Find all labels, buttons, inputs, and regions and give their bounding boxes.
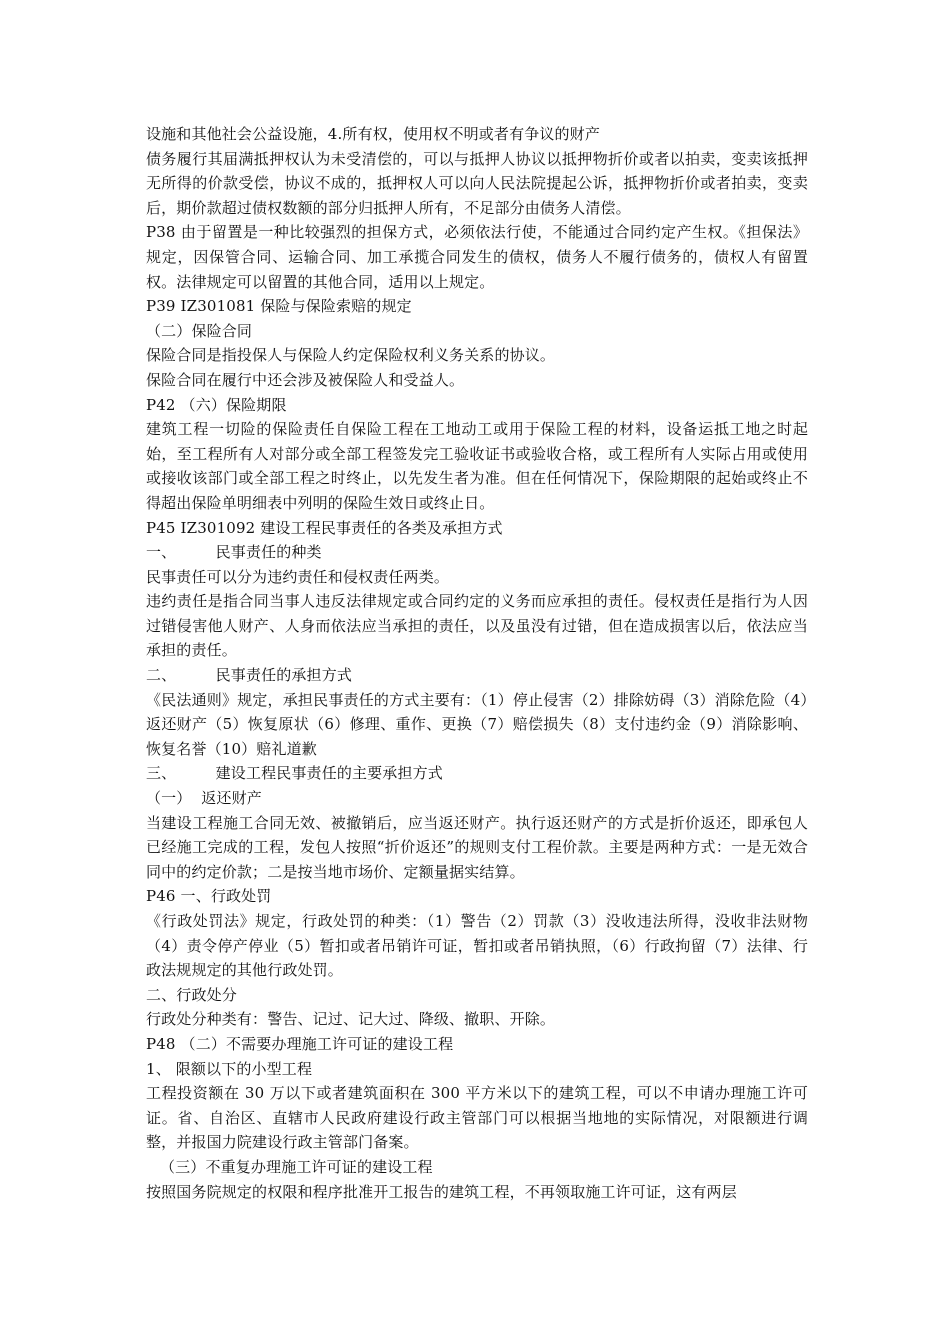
section-heading: P42 （六）保险期限 [146, 395, 287, 414]
paragraph: 保险合同在履行中还会涉及被保险人和受益人。 [146, 370, 465, 389]
sub-heading: 一、 民事责任的种类 [146, 543, 322, 562]
paragraph: 按照国务院规定的权限和程序批准开工报告的建筑工程，不再领取施工许可证，这有两层 [146, 1182, 737, 1201]
sub-heading: （一） 返还财产 [146, 789, 262, 808]
paragraph: 工程投资额在 30 万以下或者建筑面积在 300 平方米以下的建筑工程，可以不申请办理施工许可证。省、自治区、直辖市人民政府建设行政主管部门可以根据当地地的实际情况，对限额进行调整，并报国力院建设行政主管部门备案。 [146, 1084, 808, 1152]
sub-heading: （二）保险合同 [146, 321, 253, 340]
sub-heading: 二、 民事责任的承担方式 [146, 666, 352, 685]
paragraph: 当建设工程施工合同无效、被撤销后，应当返还财产。执行返还财产的方式是折价返还，即承包人已经施工完成的工程，发包人按照“折价返还”的规则支付工程价款。主要是两种方式：一是无效合同中的约定价款；二是按当地市场价、定额量据实结算。 [146, 813, 808, 881]
paragraph: 民事责任可以分为违约责任和侵权责任两类。 [146, 567, 450, 586]
paragraph: 违约责任是指合同当事人违反法律规定或合同约定的义务而应承担的责任。侵权责任是指行为人因过错侵害他人财产、人身而依法应当承担的责任，以及虽没有过错，但在造成损害以后，依法应当承担的责任。 [146, 592, 808, 660]
paragraph: 行政处分种类有：警告、记过、记大过、降级、撤职、开除。 [146, 1010, 556, 1029]
paragraph: 债务履行其届满抵押权认为未受清偿的，可以与抵押人协议以抵押物折价或者以拍卖，变卖该抵押无所得的价款受偿，协议不成的，抵押权人可以向人民法院提起公诉，抵押物折价或者拍卖，变卖后，期价款超过债权数额的部分归抵押人所有，不足部分由债务人清偿。 [146, 149, 808, 217]
document-page [146, 122, 808, 1204]
section-heading: P39 IZ301081 保险与保险索赔的规定 [146, 297, 412, 316]
section-heading: P48 （二）不需要办理施工许可证的建设工程 [146, 1034, 454, 1053]
paragraph: 《行政处罚法》规定，行政处罚的种类：（1）警告（2）罚款（3）没收违法所得，没收非法财物（4）责令停产停业（5）暂扣或者吊销许可证，暂扣或者吊销执照，（6）行政拘留（7）法律、行政法规规定的其他行政处罚。 [146, 912, 808, 980]
sub-heading: （三）不重复办理施工许可证的建设工程 [160, 1157, 433, 1176]
paragraph: 保险合同是指投保人与保险人约定保险权利义务关系的协议。 [146, 346, 556, 365]
sub-heading: 1、 限额以下的小型工程 [146, 1059, 313, 1078]
sub-heading: 二、行政处分 [146, 985, 237, 1004]
section-heading: P45 IZ301092 建设工程民事责任的各类及承担方式 [146, 518, 503, 537]
paragraph: 建筑工程一切险的保险责任自保险工程在工地动工或用于保险工程的材料，设备运抵工地之时起始，至工程所有人对部分或全部工程签发完工验收证书或验收合格，或工程所有人实际占用或使用或接收该部门或全部工程之时终止，以先发生者为准。但在任何情况下，保险期限的起始或终止不得超出保险单明细表中列明的保险生效日或终止日。 [146, 420, 808, 512]
paragraph: 《民法通则》规定，承担民事责任的方式主要有：（1）停止侵害（2）排除妨碍（3）消除危险（4）返还财产（5）恢复原状（6）修理、重作、更换（7）赔偿损失（8）支付违约金（9）消除影响、恢复名誉（10）赔礼道歉 [146, 690, 808, 758]
sub-heading: 三、 建设工程民事责任的主要承担方式 [146, 764, 443, 783]
paragraph: P38 由于留置是一种比较强烈的担保方式，必须依法行使，不能通过合同约定产生权。《担保法》规定，因保管合同、运输合同、加工承揽合同发生的债权，债务人不履行债务的，债权人有留置权。法律规定可以留置的其他合同，适用以上规定。 [146, 223, 808, 291]
section-heading: P46 一、行政处罚 [146, 887, 272, 906]
paragraph: 设施和其他社会公益设施，4.所有权，使用权不明或者有争议的财产 [146, 125, 600, 143]
